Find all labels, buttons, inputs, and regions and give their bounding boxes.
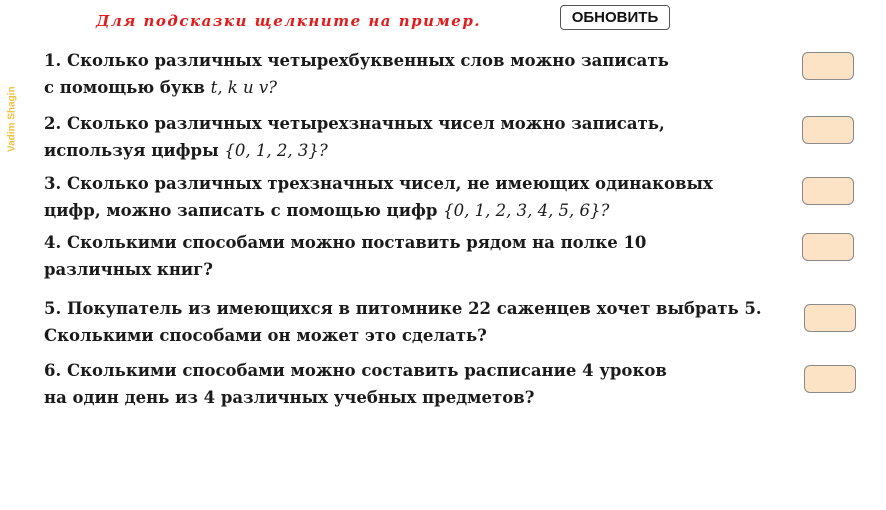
question-2[interactable] (44, 110, 665, 164)
answer-box-1[interactable] (802, 52, 854, 80)
question-3-line-2 (44, 197, 713, 224)
question-2-math: {0, 1, 2, 3}? (224, 141, 328, 160)
answer-box-3[interactable] (802, 177, 854, 205)
question-2-text: используя цифры (44, 141, 225, 160)
question-1[interactable] (44, 47, 669, 101)
question-2-line-1: 2. Сколько различных четырехзначных чисел можно записать, (44, 114, 665, 133)
question-3-text: цифр, можно записать с помощью цифр (44, 201, 444, 220)
question-5-line-2: Сколькими способами он может это сделать? (44, 326, 487, 345)
question-2-line-2 (44, 137, 665, 164)
question-3-line-1: 3. Сколько различных трехзначных чисел, не имеющих одинаковых (44, 174, 713, 193)
question-6[interactable] (44, 357, 667, 411)
question-4[interactable] (44, 229, 646, 283)
refresh-button[interactable]: ОБНОВИТЬ (560, 5, 670, 30)
answer-box-2[interactable] (802, 116, 854, 144)
answer-box-6[interactable] (804, 365, 856, 393)
author-label: Vadim Shagin (6, 86, 18, 152)
question-5-line-1: 5. Покупатель из имеющихся в питомнике 22 саженцев хочет выбрать 5. (44, 299, 762, 318)
question-1-line-2 (44, 74, 669, 101)
question-4-line-2: различных книг? (44, 260, 213, 279)
question-6-line-2: на один день из 4 различных учебных предметов? (44, 388, 535, 407)
question-1-line-1: 1. Сколько различных четырехбуквенных слов можно записать (44, 51, 669, 70)
question-3-math: {0, 1, 2, 3, 4, 5, 6}? (443, 201, 610, 220)
question-1-math: t, k и v? (210, 78, 278, 97)
question-1-text: с помощью букв (44, 78, 211, 97)
question-6-line-1: 6. Сколькими способами можно составить расписание 4 уроков (44, 361, 667, 380)
question-3[interactable] (44, 170, 713, 224)
answer-box-4[interactable] (802, 233, 854, 261)
question-4-line-1: 4. Сколькими способами можно поставить рядом на полке 10 (44, 233, 647, 252)
answer-box-5[interactable] (804, 304, 856, 332)
hint-text: Для подсказки щелкните на пример. (96, 12, 482, 30)
question-5[interactable] (44, 295, 762, 349)
